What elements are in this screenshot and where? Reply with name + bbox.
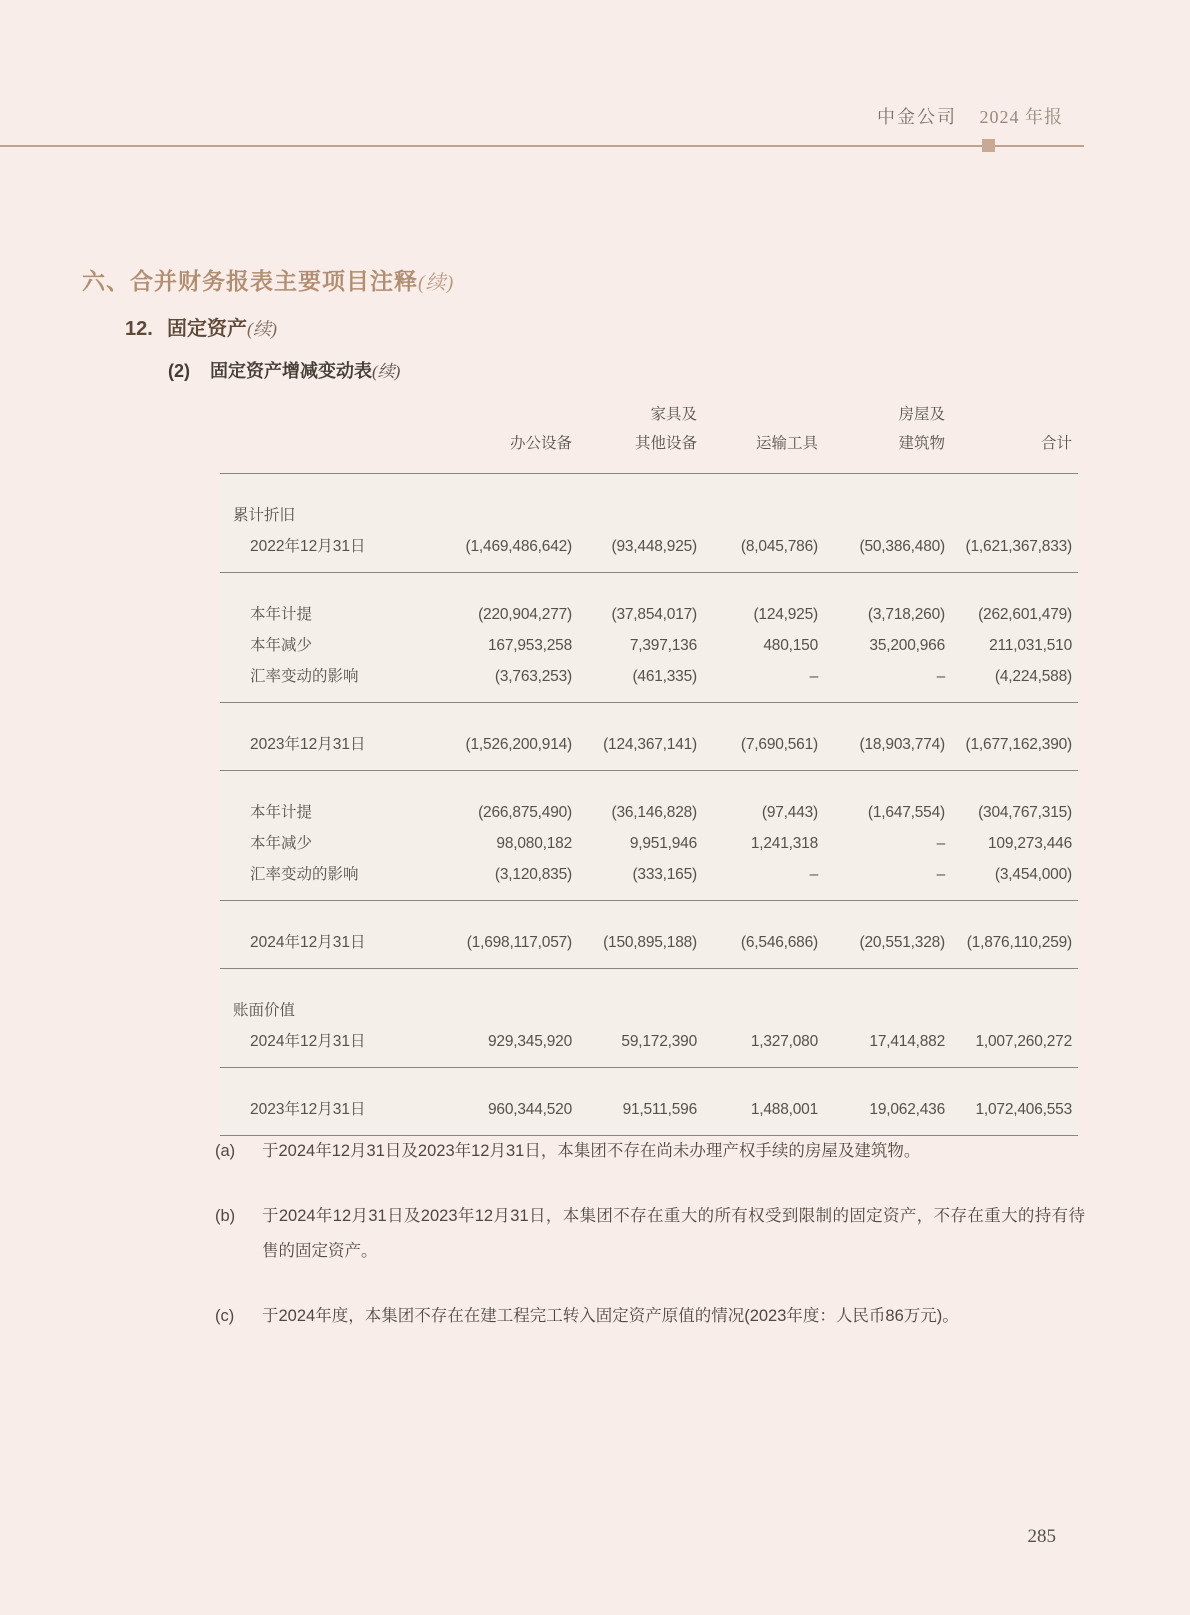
cell-value: 211,031,510	[989, 637, 1072, 654]
row-label: 本年减少	[250, 835, 313, 852]
cell-value: 35,200,966	[869, 637, 945, 654]
table-section	[220, 702, 1078, 770]
cell-value: 59,172,390	[621, 1033, 697, 1050]
cell-value: (333,165)	[632, 866, 697, 883]
cell-value: (3,763,253)	[494, 668, 572, 685]
cell-value: (1,647,554)	[867, 804, 945, 821]
table-section	[220, 572, 1078, 702]
note-item	[215, 1134, 1085, 1169]
note-text: 于2024年12月31日及2023年12月31日，本集团不存在重大的所有权受到限制的固定资产，不存在重大的持有待售的固定资产。	[262, 1207, 1085, 1260]
cell-value: (1,469,486,642)	[465, 538, 572, 555]
table-row	[220, 500, 1072, 531]
table-row	[220, 630, 1072, 661]
fixed-assets-table	[220, 473, 1078, 1136]
running-header	[877, 103, 1063, 129]
cell-value: 1,327,080	[750, 1033, 818, 1050]
cell-value: (3,454,000)	[994, 866, 1072, 883]
col-header-top	[697, 400, 818, 429]
col-header-top: 家具及	[650, 406, 697, 423]
cell-value: –	[936, 866, 945, 883]
cell-value: –	[936, 835, 945, 852]
cell-value: (1,621,367,833)	[965, 538, 1072, 555]
row-label: 本年减少	[250, 637, 313, 654]
subsection-heading-text: 固定资产	[167, 318, 247, 340]
cell-value: (1,698,117,057)	[466, 934, 572, 951]
col-header-top	[425, 400, 572, 429]
subsubsection-heading-continued: (续)	[372, 362, 401, 381]
row-label: 本年计提	[250, 606, 313, 623]
subsubsection-heading-text: 固定资产增减变动表	[210, 361, 372, 381]
table-row	[220, 828, 1072, 859]
subsubsection-heading	[168, 357, 400, 383]
cell-value: (97,443)	[761, 804, 818, 821]
col-header-top: 房屋及	[898, 406, 945, 423]
cell-value: –	[809, 866, 818, 883]
col-header: 合计	[1040, 435, 1072, 452]
col-header: 建筑物	[898, 435, 945, 452]
table-section	[220, 900, 1078, 968]
cell-value: 1,007,260,272	[975, 1033, 1072, 1050]
cell-value: 480,150	[763, 637, 818, 654]
table-header	[220, 400, 1078, 458]
row-label: 2024年12月31日	[250, 1033, 366, 1050]
note-text: 于2024年12月31日及2023年12月31日，本集团不存在尚未办理产权手续的房屋及建筑物。	[262, 1142, 921, 1160]
table-section	[220, 968, 1078, 1067]
row-label: 2022年12月31日	[250, 538, 366, 555]
cell-value: (3,718,260)	[867, 606, 945, 623]
table-header-row-top	[220, 400, 1072, 429]
cell-value: 1,488,001	[750, 1101, 818, 1118]
cell-value: 98,080,182	[496, 835, 572, 852]
note-text: 于2024年度，本集团不存在在建工程完工转入固定资产原值的情况(2023年度：人民币86万元)。	[262, 1307, 959, 1325]
cell-value: (461,335)	[632, 668, 697, 685]
cell-value: (6,546,686)	[740, 934, 818, 951]
col-header: 运输工具	[755, 435, 818, 452]
table-section	[220, 1067, 1078, 1135]
cell-value: (220,904,277)	[478, 606, 572, 623]
section-heading-text: 六、合并财务报表主要项目注释	[82, 268, 418, 294]
note-item	[215, 1299, 1085, 1334]
subsection-number: 12.	[125, 318, 153, 340]
cell-value: (124,367,141)	[603, 736, 697, 753]
row-label: 汇率变动的影响	[250, 668, 359, 685]
subsection-heading-continued: (续)	[247, 319, 277, 339]
table-row	[220, 927, 1072, 958]
header-spacer	[220, 400, 425, 429]
cell-value: (266,875,490)	[478, 804, 572, 821]
cell-value: (150,895,188)	[603, 934, 697, 951]
cell-value: (7,690,561)	[740, 736, 818, 753]
note-marker: (c)	[215, 1307, 235, 1325]
cell-value: 109,273,446	[988, 835, 1072, 852]
cell-value: 9,951,946	[629, 835, 697, 852]
cell-value: (37,854,017)	[611, 606, 697, 623]
row-label: 本年计提	[250, 804, 313, 821]
row-label: 2024年12月31日	[250, 934, 366, 951]
cell-value: –	[936, 668, 945, 685]
row-label: 2023年12月31日	[250, 1101, 366, 1118]
cell-value: (93,448,925)	[611, 538, 697, 555]
cell-value: (1,876,110,259)	[966, 934, 1072, 951]
table-section	[220, 770, 1078, 900]
cell-value: 19,062,436	[869, 1101, 945, 1118]
cell-value: 7,397,136	[629, 637, 697, 654]
table-row	[220, 1094, 1072, 1125]
table-section	[220, 474, 1078, 572]
header-rule	[0, 145, 1084, 147]
cell-value: (262,601,479)	[978, 606, 1072, 623]
table-row	[220, 859, 1072, 890]
cell-value: (124,925)	[753, 606, 818, 623]
cell-value: 929,345,920	[488, 1033, 572, 1050]
cell-value: (36,146,828)	[611, 804, 697, 821]
cell-value: (50,386,480)	[859, 538, 945, 555]
note-marker: (a)	[215, 1142, 236, 1160]
note-item	[215, 1199, 1085, 1269]
company-name: 中金公司	[877, 107, 957, 127]
row-label: 累计折旧	[233, 507, 296, 524]
cell-value: (304,767,315)	[978, 804, 1072, 821]
page-number: 285	[1027, 1526, 1056, 1547]
cell-value: (1,526,200,914)	[465, 736, 572, 753]
section-heading	[82, 263, 454, 296]
cell-value: (8,045,786)	[740, 538, 818, 555]
cell-value: –	[809, 668, 818, 685]
table-row	[220, 995, 1072, 1026]
subsubsection-number: (2)	[168, 361, 190, 381]
table-header-row	[220, 429, 1072, 458]
section-heading-continued: (续)	[418, 272, 455, 294]
cell-value: 1,241,318	[750, 835, 818, 852]
report-edition: 2024 年报	[979, 107, 1063, 127]
row-label: 账面价值	[233, 1002, 296, 1019]
table-row	[220, 797, 1072, 828]
cell-value: (3,120,835)	[494, 866, 572, 883]
col-header: 其他设备	[634, 435, 697, 452]
table-row	[220, 531, 1072, 562]
cell-value: 1,072,406,553	[975, 1101, 1072, 1118]
cell-value: 167,953,258	[488, 637, 572, 654]
table-row	[220, 599, 1072, 630]
row-label: 2023年12月31日	[250, 736, 366, 753]
col-header: 办公设备	[509, 435, 572, 452]
cell-value: 960,344,520	[488, 1101, 572, 1118]
cell-value: 17,414,882	[869, 1033, 945, 1050]
notes	[215, 1134, 1085, 1364]
table-row	[220, 729, 1072, 760]
header-spacer	[220, 429, 425, 458]
table-row	[220, 1026, 1072, 1057]
note-marker: (b)	[215, 1207, 236, 1225]
table-row	[220, 661, 1072, 692]
row-label: 汇率变动的影响	[250, 866, 359, 883]
header-square-ornament	[982, 139, 995, 152]
cell-value: (1,677,162,390)	[965, 736, 1072, 753]
cell-value: (4,224,588)	[994, 668, 1072, 685]
cell-value: (20,551,328)	[859, 934, 945, 951]
cell-value: (18,903,774)	[859, 736, 945, 753]
cell-value: 91,511,596	[622, 1101, 697, 1118]
col-header-top	[945, 400, 1072, 429]
subsection-heading	[125, 312, 277, 341]
